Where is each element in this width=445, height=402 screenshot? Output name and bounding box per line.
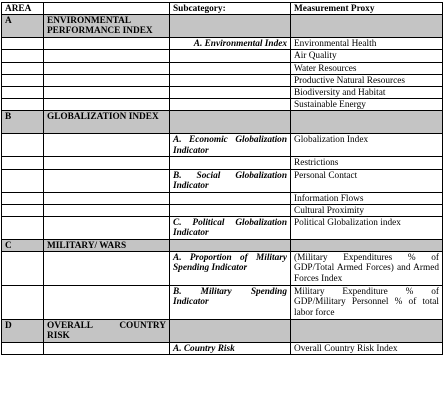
table-row	[2, 192, 443, 204]
table-row	[2, 157, 443, 169]
area-code	[2, 157, 44, 169]
table-row-area	[2, 15, 443, 38]
area-code: C	[2, 240, 44, 252]
proxy-cell: Air Quality	[291, 50, 443, 62]
area-name	[44, 217, 170, 240]
proxy-cell: Sustainable Energy	[291, 99, 443, 111]
header-name	[44, 3, 170, 15]
proxy-cell: Globalization Index	[291, 134, 443, 157]
area-code	[2, 50, 44, 62]
table-row	[2, 87, 443, 99]
area-code: A	[2, 15, 44, 38]
proxy-cell	[291, 15, 443, 38]
table-row	[2, 38, 443, 50]
area-name	[44, 62, 170, 74]
area-code: D	[2, 320, 44, 343]
subcategory-cell	[170, 192, 291, 204]
area-code	[2, 169, 44, 192]
area-code	[2, 204, 44, 216]
area-code	[2, 343, 44, 355]
table-row	[2, 62, 443, 74]
proxy-cell	[291, 111, 443, 134]
subcategory-cell	[170, 99, 291, 111]
area-name	[44, 169, 170, 192]
subcategory-cell	[170, 50, 291, 62]
area-code	[2, 74, 44, 86]
area-name: MILITARY/ WARS	[44, 240, 170, 252]
table-row	[2, 204, 443, 216]
header-measurement-proxy: Measurement Proxy	[291, 3, 443, 15]
subcategory-cell: B. Military Spending Indicator	[170, 286, 291, 320]
header-area: AREA	[2, 3, 44, 15]
proxy-cell: Overall Country Risk Index	[291, 343, 443, 355]
area-name	[44, 74, 170, 86]
subcategory-cell: B. Social Globalization Indicator	[170, 169, 291, 192]
area-name	[44, 50, 170, 62]
area-name	[44, 157, 170, 169]
subcategory-cell: A. Economic Globalization Indicator	[170, 134, 291, 157]
proxy-cell: Political Globalization index	[291, 217, 443, 240]
table-row	[2, 74, 443, 86]
subcategory-cell	[170, 204, 291, 216]
table-row	[2, 286, 443, 320]
proxy-cell: (Military Expenditures % of GDP/Total Armed Forces) and Armed Forces Index	[291, 252, 443, 286]
area-code	[2, 38, 44, 50]
area-code	[2, 286, 44, 320]
subcategory-cell	[170, 15, 291, 38]
area-code	[2, 134, 44, 157]
table-row	[2, 134, 443, 157]
area-name	[44, 343, 170, 355]
table-row	[2, 169, 443, 192]
area-name	[44, 38, 170, 50]
subcategory-cell	[170, 87, 291, 99]
proxy-cell	[291, 320, 443, 343]
proxy-cell: Restrictions	[291, 157, 443, 169]
proxy-cell: Biodiversity and Habitat	[291, 87, 443, 99]
table-header-row	[2, 3, 443, 15]
subcategory-cell: C. Political Globalization Indicator	[170, 217, 291, 240]
area-code	[2, 99, 44, 111]
table-row-area	[2, 111, 443, 134]
table-row	[2, 252, 443, 286]
table-row	[2, 217, 443, 240]
proxy-cell: Productive Natural Resources	[291, 74, 443, 86]
area-name: GLOBALIZATION INDEX	[44, 111, 170, 134]
area-name: ENVIRONMENTAL PERFORMANCE INDEX	[44, 15, 170, 38]
area-name	[44, 252, 170, 286]
subcategory-cell: A. Proportion of Military Spending Indicator	[170, 252, 291, 286]
subcategory-cell	[170, 240, 291, 252]
proxy-cell: Information Flows	[291, 192, 443, 204]
area-code	[2, 252, 44, 286]
area-name	[44, 134, 170, 157]
subcategory-cell	[170, 157, 291, 169]
area-name	[44, 192, 170, 204]
proxy-cell: Cultural Proximity	[291, 204, 443, 216]
area-name	[44, 286, 170, 320]
subcategory-cell	[170, 320, 291, 343]
subcategory-cell: A. Country Risk	[170, 343, 291, 355]
subcategory-cell	[170, 62, 291, 74]
proxy-cell: Environmental Health	[291, 38, 443, 50]
area-name	[44, 204, 170, 216]
subcategory-cell	[170, 74, 291, 86]
subcategory-cell	[170, 111, 291, 134]
area-name	[44, 87, 170, 99]
area-code	[2, 217, 44, 240]
proxy-cell: Military Expenditure % of GDP/Military Personnel % of total labor force	[291, 286, 443, 320]
area-code	[2, 87, 44, 99]
area-code	[2, 192, 44, 204]
header-subcategory: Subcategory:	[170, 3, 291, 15]
table-row	[2, 343, 443, 355]
proxy-cell: Personal Contact	[291, 169, 443, 192]
area-name: OVERALL COUNTRY RISK	[44, 320, 170, 343]
table-row	[2, 50, 443, 62]
table-row-area	[2, 240, 443, 252]
area-name	[44, 99, 170, 111]
area-measurement-table	[1, 2, 443, 355]
proxy-cell	[291, 240, 443, 252]
table-row	[2, 99, 443, 111]
proxy-cell: Water Resources	[291, 62, 443, 74]
subcategory-cell: A. Environmental Index	[170, 38, 291, 50]
area-code	[2, 62, 44, 74]
area-code: B	[2, 111, 44, 134]
table-row-area	[2, 320, 443, 343]
